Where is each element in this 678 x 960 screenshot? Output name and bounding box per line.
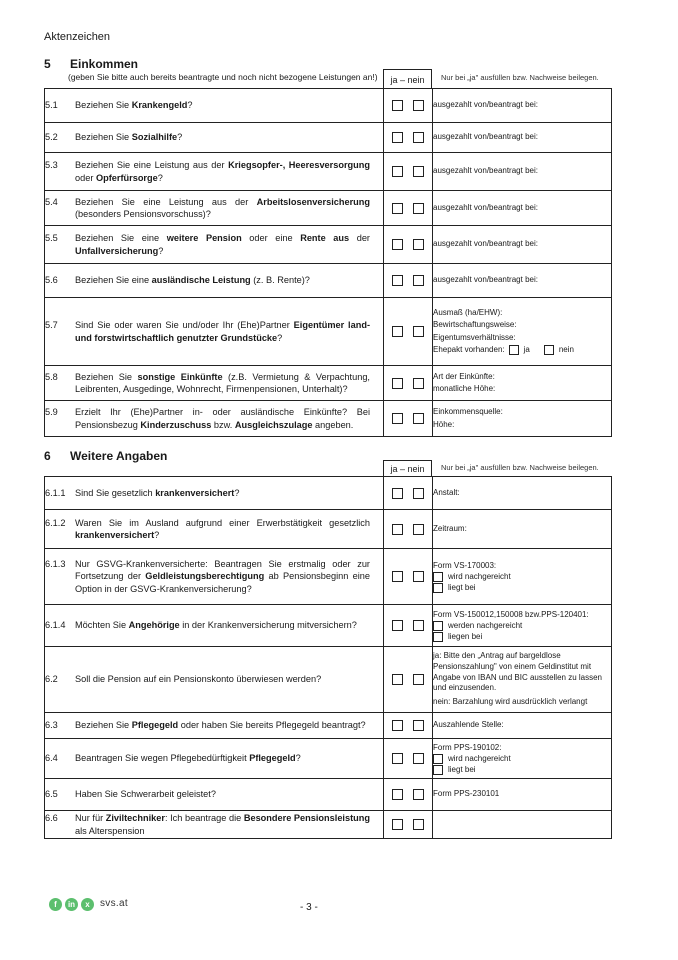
question-row bbox=[45, 264, 612, 298]
question-emphasis: Kinderzuschuss bbox=[140, 419, 212, 430]
option-label: werden nachgereicht bbox=[448, 621, 523, 631]
income-table bbox=[44, 88, 612, 437]
info-cell[interactable] bbox=[433, 647, 612, 713]
yes-no-cell bbox=[384, 298, 433, 366]
info-cell[interactable] bbox=[433, 713, 612, 739]
yes-checkbox[interactable] bbox=[392, 275, 403, 286]
yes-checkbox[interactable] bbox=[392, 100, 403, 111]
question-fragment: (z.B. Vermietung & Verpachtung, Leibrenten, Ausgedinge, Wohnrecht, Firmenpensionen, Unterhalt)? bbox=[75, 371, 370, 394]
question-cell bbox=[45, 123, 384, 153]
question-fragment: ? bbox=[234, 487, 240, 498]
info-label: ausgezahlt von/beantragt bei: bbox=[433, 132, 538, 142]
question-row bbox=[45, 191, 612, 226]
question-fragment: ? bbox=[295, 753, 301, 764]
yes-checkbox[interactable] bbox=[392, 571, 403, 582]
info-label: Form PPS-230101 bbox=[433, 789, 500, 799]
question-fragment: Sind Sie gesetzlich bbox=[75, 487, 156, 498]
yes-no-cell bbox=[384, 123, 433, 153]
question-row bbox=[45, 226, 612, 264]
question-fragment: als Alterspension bbox=[75, 825, 145, 836]
yes-no-cell bbox=[384, 510, 433, 549]
question-emphasis: Pflegegeld bbox=[249, 753, 296, 764]
question-text bbox=[75, 719, 370, 731]
yes-checkbox[interactable] bbox=[392, 413, 403, 424]
question-fragment: Haben Sie Schwerarbeit geleistet? bbox=[75, 789, 216, 800]
yes-no-cell bbox=[384, 366, 433, 401]
yes-checkbox[interactable] bbox=[392, 488, 403, 499]
question-emphasis: ausländische Leistung bbox=[151, 275, 251, 286]
info-label: Höhe: bbox=[433, 419, 455, 429]
info-label: Form VS-170003: bbox=[433, 560, 497, 570]
info-label: monatliche Höhe: bbox=[433, 384, 496, 393]
info-cell[interactable] bbox=[433, 89, 612, 123]
question-emphasis: Opferfürsorge bbox=[95, 172, 158, 183]
question-row bbox=[45, 739, 612, 779]
question-number: 6.2 bbox=[45, 674, 58, 685]
info-label: ausgezahlt von/beantragt bei: bbox=[433, 239, 538, 249]
social-icons bbox=[49, 898, 94, 911]
question-number: 6.5 bbox=[45, 789, 58, 800]
question-row bbox=[45, 477, 612, 510]
info-cell[interactable] bbox=[433, 366, 612, 401]
yes-checkbox[interactable] bbox=[392, 239, 403, 250]
question-cell bbox=[45, 191, 384, 226]
ehepakt-label: Ehepakt vorhanden: bbox=[433, 344, 505, 354]
info-label: ja: Bitte den „Antrag auf bargeldlose Pensionszahlung" von einem Geldinstitut mit Angabe von IBAN und BIC ausstellen zu lassen und einzusenden. bbox=[433, 651, 602, 693]
question-row bbox=[45, 605, 612, 647]
question-emphasis: Eigentümer land- und forstwirtschaftlich genutzter Grundstücke bbox=[75, 320, 370, 343]
question-number: 6.6 bbox=[45, 813, 58, 824]
yes-no-cell bbox=[384, 811, 433, 839]
question-emphasis: Sozialhilfe bbox=[131, 132, 178, 143]
question-fragment: Nur für bbox=[75, 813, 106, 824]
question-fragment: ? bbox=[157, 172, 163, 183]
info-cell[interactable] bbox=[433, 191, 612, 226]
info-column-header-6: Nur bei „ja" ausfüllen bzw. Nachweise beilegen. bbox=[441, 463, 599, 472]
question-text bbox=[75, 752, 370, 764]
further-info-table bbox=[44, 476, 612, 839]
info-cell[interactable] bbox=[433, 226, 612, 264]
yes-checkbox[interactable] bbox=[392, 524, 403, 535]
question-text bbox=[75, 558, 370, 595]
question-fragment: Möchten Sie bbox=[75, 620, 129, 631]
yes-checkbox[interactable] bbox=[392, 326, 403, 337]
question-text bbox=[75, 673, 370, 685]
question-emphasis: Geldleistungsberechtigung bbox=[145, 571, 265, 582]
info-label: ausgezahlt von/beantragt bei: bbox=[433, 100, 538, 110]
option-label: liegt bei bbox=[448, 582, 476, 592]
question-emphasis: Unfallversicherung bbox=[75, 245, 159, 256]
question-number: 6.1.2 bbox=[45, 517, 66, 528]
question-fragment: oder eine bbox=[241, 233, 301, 244]
question-fragment: ? bbox=[158, 245, 164, 256]
yes-checkbox[interactable] bbox=[392, 132, 403, 143]
info-label: Einkommensquelle: bbox=[433, 407, 503, 417]
no-checkbox[interactable] bbox=[413, 753, 424, 764]
info-cell[interactable] bbox=[433, 549, 612, 605]
yes-no-cell bbox=[384, 153, 433, 191]
question-cell bbox=[45, 298, 384, 366]
question-cell bbox=[45, 366, 384, 401]
question-number: 5.2 bbox=[45, 132, 58, 143]
option-checkbox[interactable] bbox=[433, 632, 443, 642]
question-fragment: Beziehen Sie bbox=[75, 132, 132, 143]
yes-checkbox[interactable] bbox=[392, 720, 403, 731]
yes-checkbox[interactable] bbox=[392, 620, 403, 631]
info-label: Anstalt: bbox=[433, 487, 460, 497]
question-text bbox=[75, 196, 370, 221]
option-checkbox[interactable] bbox=[433, 572, 443, 582]
question-fragment: bzw. bbox=[211, 419, 235, 430]
no-checkbox[interactable] bbox=[413, 571, 424, 582]
option-item[interactable] bbox=[433, 765, 611, 776]
question-text bbox=[75, 274, 370, 286]
option-label: wird nachgereicht bbox=[448, 754, 511, 764]
aktenzeichen-label: Aktenzeichen bbox=[44, 31, 111, 43]
option-checkbox[interactable] bbox=[433, 754, 443, 764]
info-cell[interactable] bbox=[433, 298, 612, 366]
yes-checkbox[interactable] bbox=[392, 166, 403, 177]
info-label: Ausmaß (ha/EHW): bbox=[433, 307, 503, 317]
no-checkbox[interactable] bbox=[413, 326, 424, 337]
yes-checkbox[interactable] bbox=[392, 819, 403, 830]
ehepakt-yes-label: ja bbox=[523, 344, 530, 354]
section-5-subnote: (geben Sie bitte auch bereits beantragte und noch nicht bezogene Leistungen an!) bbox=[68, 72, 378, 82]
yes-no-header-6: ja – nein bbox=[383, 460, 432, 477]
question-cell bbox=[45, 713, 384, 739]
question-fragment: : Ich beantrage die bbox=[164, 813, 244, 824]
question-fragment: in der Krankenversicherung mitversichern? bbox=[179, 620, 357, 631]
info-cell[interactable] bbox=[433, 264, 612, 298]
yes-no-cell bbox=[384, 401, 433, 437]
question-number: 5.1 bbox=[45, 100, 58, 111]
yes-checkbox[interactable] bbox=[392, 378, 403, 389]
question-fragment: Beziehen Sie bbox=[75, 371, 138, 382]
question-emphasis: weitere Pension bbox=[166, 233, 242, 244]
yes-checkbox[interactable] bbox=[392, 674, 403, 685]
info-label: Art der Einkünfte: bbox=[433, 371, 495, 381]
facebook-icon[interactable]: f bbox=[49, 898, 62, 911]
question-emphasis: krankenversichert bbox=[75, 530, 155, 540]
question-number: 5.5 bbox=[45, 233, 58, 244]
question-fragment: Beziehen Sie eine bbox=[75, 275, 152, 286]
question-fragment: ? bbox=[187, 100, 193, 111]
yes-no-cell bbox=[384, 713, 433, 739]
question-emphasis: Arbeitslosenversicherung bbox=[256, 196, 370, 207]
question-cell bbox=[45, 739, 384, 779]
info-cell[interactable] bbox=[433, 739, 612, 779]
section-6-number: 6 bbox=[44, 449, 51, 463]
question-row bbox=[45, 713, 612, 739]
question-cell bbox=[45, 89, 384, 123]
website-link[interactable]: svs.at bbox=[100, 898, 128, 909]
question-emphasis: Krankengeld bbox=[131, 100, 188, 111]
no-checkbox[interactable] bbox=[413, 203, 424, 214]
question-fragment: Beziehen Sie bbox=[75, 100, 132, 111]
info-label: nein: Barzahlung wird ausdrücklich verlangt bbox=[433, 697, 588, 707]
question-text bbox=[75, 232, 370, 257]
question-number: 6.4 bbox=[45, 753, 58, 764]
no-checkbox[interactable] bbox=[413, 789, 424, 800]
question-fragment: ab Pensionsbeginn eine Option in der GSVG-Krankenversicherung? bbox=[75, 571, 370, 594]
no-checkbox[interactable] bbox=[413, 720, 424, 731]
question-fragment: Nur GSVG-Krankenversicherte: Beantragen Sie erstmalig oder zur Fortsetzung der bbox=[75, 558, 370, 582]
no-checkbox[interactable] bbox=[413, 132, 424, 143]
info-cell[interactable] bbox=[433, 401, 612, 437]
ehepakt-yes-checkbox[interactable] bbox=[509, 345, 519, 355]
info-label: Auszahlende Stelle: bbox=[433, 720, 504, 730]
question-emphasis: sonstige Einkünfte bbox=[137, 371, 223, 382]
question-emphasis: Angehörige bbox=[128, 620, 180, 631]
question-row bbox=[45, 510, 612, 549]
question-row bbox=[45, 647, 612, 713]
info-cell[interactable] bbox=[433, 123, 612, 153]
question-text bbox=[75, 131, 370, 143]
question-number: 6.1.3 bbox=[45, 558, 66, 569]
ehepakt-field bbox=[433, 344, 611, 356]
question-fragment: Soll die Pension auf ein Pensionskonto überwiesen werden? bbox=[75, 674, 322, 685]
question-fragment: ? bbox=[154, 530, 160, 540]
yes-no-cell bbox=[384, 477, 433, 510]
yes-no-cell bbox=[384, 549, 433, 605]
question-cell bbox=[45, 605, 384, 647]
question-row bbox=[45, 298, 612, 366]
question-fragment: angeben. bbox=[312, 419, 354, 430]
question-number: 6.1.1 bbox=[45, 487, 66, 498]
question-number: 5.3 bbox=[45, 160, 58, 171]
question-number: 5.6 bbox=[45, 275, 58, 286]
yes-no-cell bbox=[384, 191, 433, 226]
question-cell bbox=[45, 477, 384, 510]
question-emphasis: Ziviltechniker bbox=[105, 813, 165, 824]
ehepakt-no-checkbox[interactable] bbox=[544, 345, 554, 355]
option-item[interactable] bbox=[433, 583, 611, 594]
option-item[interactable] bbox=[433, 754, 611, 765]
yes-no-cell bbox=[384, 264, 433, 298]
option-checkbox[interactable] bbox=[433, 621, 443, 631]
section-5-number: 5 bbox=[44, 57, 51, 71]
info-cell[interactable] bbox=[433, 153, 612, 191]
question-text bbox=[75, 99, 370, 111]
ehepakt-no-label: nein bbox=[558, 344, 574, 354]
question-number: 5.7 bbox=[45, 320, 58, 331]
question-number: 6.3 bbox=[45, 720, 58, 731]
question-fragment: Beziehen Sie eine Leistung aus der bbox=[75, 160, 229, 171]
question-emphasis: Pflegegeld bbox=[131, 720, 179, 731]
question-row bbox=[45, 811, 612, 839]
no-checkbox[interactable] bbox=[413, 378, 424, 389]
question-text bbox=[75, 371, 370, 396]
option-label: wird nachgereicht bbox=[448, 572, 511, 582]
question-cell bbox=[45, 647, 384, 713]
question-number: 5.8 bbox=[45, 371, 58, 382]
question-fragment: Beziehen Sie bbox=[75, 720, 132, 731]
question-text bbox=[75, 517, 370, 542]
question-fragment: (besonders Pensionsvorschuss)? bbox=[75, 209, 211, 219]
question-cell bbox=[45, 510, 384, 549]
no-checkbox[interactable] bbox=[413, 166, 424, 177]
question-row bbox=[45, 123, 612, 153]
question-row bbox=[45, 153, 612, 191]
info-cell[interactable] bbox=[433, 477, 612, 510]
question-emphasis: Kriegsopfer-, Heeresversorgung bbox=[228, 160, 370, 171]
question-number: 6.1.4 bbox=[45, 620, 66, 631]
question-emphasis: Ausgleichszulage bbox=[234, 419, 313, 430]
no-checkbox[interactable] bbox=[413, 413, 424, 424]
no-checkbox[interactable] bbox=[413, 488, 424, 499]
info-label: Form VS-150012,150008 bzw.PPS-120401: bbox=[433, 609, 589, 619]
question-text bbox=[75, 406, 370, 431]
question-fragment: Beziehen Sie eine Leistung aus der bbox=[75, 196, 257, 207]
section-5-title: Einkommen bbox=[70, 57, 139, 71]
question-fragment: oder bbox=[75, 172, 96, 183]
info-label: Zeitraum: bbox=[433, 523, 467, 533]
question-cell bbox=[45, 264, 384, 298]
option-item[interactable] bbox=[433, 621, 611, 632]
question-cell bbox=[45, 811, 384, 839]
section-6-title: Weitere Angaben bbox=[70, 449, 168, 463]
question-cell bbox=[45, 779, 384, 811]
no-checkbox[interactable] bbox=[413, 275, 424, 286]
question-row bbox=[45, 366, 612, 401]
question-row bbox=[45, 89, 612, 123]
question-fragment: Erzielt Ihr (Ehe)Partner in- oder ausländische Einkünfte? Bei Pensionsbezug bbox=[75, 407, 370, 430]
page-number: - 3 - bbox=[300, 902, 318, 913]
info-label: Form PPS-190102: bbox=[433, 742, 502, 752]
option-label: liegt bei bbox=[448, 764, 476, 774]
info-cell[interactable] bbox=[433, 510, 612, 549]
no-checkbox[interactable] bbox=[413, 239, 424, 250]
option-label: liegen bei bbox=[448, 631, 483, 641]
no-checkbox[interactable] bbox=[413, 819, 424, 830]
question-fragment: ? bbox=[277, 332, 283, 343]
question-number: 5.4 bbox=[45, 196, 58, 207]
question-text bbox=[75, 487, 370, 499]
yes-no-cell bbox=[384, 89, 433, 123]
question-text bbox=[75, 159, 370, 184]
yes-checkbox[interactable] bbox=[392, 203, 403, 214]
question-fragment: (z. B. Rente)? bbox=[250, 275, 310, 286]
question-text bbox=[75, 812, 370, 837]
yes-checkbox[interactable] bbox=[392, 789, 403, 800]
question-fragment: ? bbox=[177, 132, 183, 143]
no-checkbox[interactable] bbox=[413, 620, 424, 631]
question-fragment: Waren Sie im Ausland aufgrund einer Erwerbstätigkeit gesetzlich bbox=[75, 517, 370, 528]
option-item[interactable] bbox=[433, 572, 611, 583]
info-label: Eigentumsverhältnisse: bbox=[433, 332, 516, 342]
question-emphasis: Rente aus bbox=[300, 233, 350, 244]
yes-no-cell bbox=[384, 739, 433, 779]
option-checkbox[interactable] bbox=[433, 583, 443, 593]
question-number: 5.9 bbox=[45, 407, 58, 418]
question-emphasis: krankenversichert bbox=[155, 487, 235, 498]
info-cell[interactable] bbox=[433, 779, 612, 811]
yes-no-cell bbox=[384, 226, 433, 264]
question-fragment: der bbox=[349, 233, 370, 244]
question-row bbox=[45, 779, 612, 811]
info-column-header: Nur bei „ja" ausfüllen bzw. Nachweise beilegen. bbox=[441, 73, 599, 82]
no-checkbox[interactable] bbox=[413, 524, 424, 535]
question-cell bbox=[45, 401, 384, 437]
info-label: ausgezahlt von/beantragt bei: bbox=[433, 166, 538, 176]
linkedin-icon[interactable]: in bbox=[65, 898, 78, 911]
question-cell bbox=[45, 153, 384, 191]
question-text bbox=[75, 319, 370, 344]
question-fragment: oder haben Sie bereits Pflegegeld beantragt? bbox=[178, 720, 366, 731]
info-cell[interactable] bbox=[433, 811, 612, 839]
yes-no-cell bbox=[384, 779, 433, 811]
question-fragment: Beantragen Sie wegen Pflegebedürftigkeit bbox=[75, 753, 250, 764]
question-row bbox=[45, 549, 612, 605]
info-label: ausgezahlt von/beantragt bei: bbox=[433, 275, 538, 285]
option-item[interactable] bbox=[433, 632, 611, 643]
question-text bbox=[75, 788, 370, 800]
yes-no-cell bbox=[384, 605, 433, 647]
question-text bbox=[75, 619, 370, 631]
info-cell[interactable] bbox=[433, 605, 612, 647]
no-checkbox[interactable] bbox=[413, 100, 424, 111]
info-label: Bewirtschaftungsweise: bbox=[433, 320, 517, 330]
yes-checkbox[interactable] bbox=[392, 753, 403, 764]
option-checkbox[interactable] bbox=[433, 765, 443, 775]
info-label: ausgezahlt von/beantragt bei: bbox=[433, 202, 538, 212]
question-cell bbox=[45, 226, 384, 264]
question-fragment: Beziehen Sie eine bbox=[75, 233, 167, 244]
question-fragment: Sind Sie oder waren Sie und/oder Ihr (Ehe)Partner bbox=[75, 320, 294, 331]
xing-icon[interactable]: x bbox=[81, 898, 94, 911]
no-checkbox[interactable] bbox=[413, 674, 424, 685]
yes-no-header: ja – nein bbox=[383, 69, 432, 89]
question-cell bbox=[45, 549, 384, 605]
question-emphasis: Besondere Pensionsleistung bbox=[243, 813, 370, 824]
yes-no-cell bbox=[384, 647, 433, 713]
question-row bbox=[45, 401, 612, 437]
